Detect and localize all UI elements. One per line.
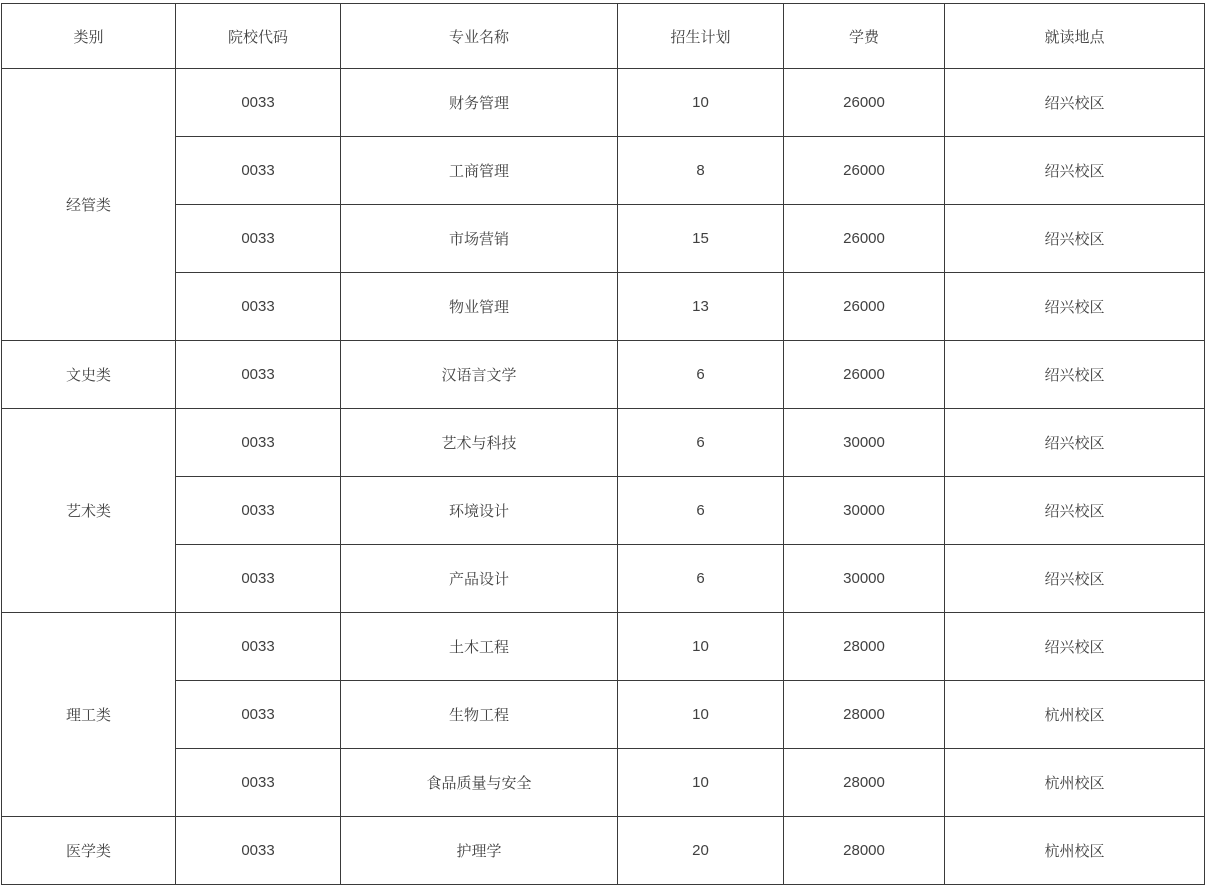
major-cell: 汉语言文学 [341, 341, 618, 409]
category-cell: 理工类 [2, 613, 176, 817]
major-cell: 财务管理 [341, 69, 618, 137]
tuition-cell: 26000 [784, 341, 945, 409]
plan-cell: 6 [618, 409, 784, 477]
table-row [2, 817, 1205, 885]
plan-cell: 13 [618, 273, 784, 341]
plan-cell: 10 [618, 613, 784, 681]
header-cell-category: 类别 [2, 4, 176, 69]
code-cell: 0033 [176, 749, 341, 817]
tuition-cell: 26000 [784, 137, 945, 205]
major-cell: 食品质量与安全 [341, 749, 618, 817]
major-cell: 工商管理 [341, 137, 618, 205]
plan-cell: 6 [618, 477, 784, 545]
plan-cell: 15 [618, 205, 784, 273]
location-cell: 绍兴校区 [945, 409, 1205, 477]
major-cell: 环境设计 [341, 477, 618, 545]
code-cell: 0033 [176, 205, 341, 273]
major-cell: 艺术与科技 [341, 409, 618, 477]
code-cell: 0033 [176, 69, 341, 137]
table-row [2, 205, 1205, 273]
code-cell: 0033 [176, 545, 341, 613]
table-row [2, 137, 1205, 205]
header-cell-plan: 招生计划 [618, 4, 784, 69]
header-cell-tuition: 学费 [784, 4, 945, 69]
code-cell: 0033 [176, 409, 341, 477]
location-cell: 绍兴校区 [945, 273, 1205, 341]
tuition-cell: 30000 [784, 545, 945, 613]
category-cell: 经管类 [2, 69, 176, 341]
table-row [2, 477, 1205, 545]
table-row [2, 273, 1205, 341]
tuition-cell: 30000 [784, 409, 945, 477]
location-cell: 绍兴校区 [945, 69, 1205, 137]
major-cell: 市场营销 [341, 205, 618, 273]
tuition-cell: 28000 [784, 749, 945, 817]
header-cell-major: 专业名称 [341, 4, 618, 69]
code-cell: 0033 [176, 817, 341, 885]
header-row [2, 4, 1205, 69]
major-cell: 产品设计 [341, 545, 618, 613]
location-cell: 绍兴校区 [945, 477, 1205, 545]
code-cell: 0033 [176, 613, 341, 681]
location-cell: 绍兴校区 [945, 613, 1205, 681]
table-row [2, 613, 1205, 681]
tuition-cell: 28000 [784, 817, 945, 885]
plan-cell: 10 [618, 681, 784, 749]
code-cell: 0033 [176, 341, 341, 409]
location-cell: 绍兴校区 [945, 205, 1205, 273]
plan-cell: 6 [618, 545, 784, 613]
code-cell: 0033 [176, 477, 341, 545]
location-cell: 杭州校区 [945, 817, 1205, 885]
header-cell-code: 院校代码 [176, 4, 341, 69]
table-row [2, 545, 1205, 613]
table-row [2, 681, 1205, 749]
plan-cell: 8 [618, 137, 784, 205]
major-cell: 生物工程 [341, 681, 618, 749]
tuition-cell: 26000 [784, 205, 945, 273]
code-cell: 0033 [176, 681, 341, 749]
table-row [2, 341, 1205, 409]
location-cell: 绍兴校区 [945, 545, 1205, 613]
major-cell: 物业管理 [341, 273, 618, 341]
tuition-cell: 26000 [784, 69, 945, 137]
category-cell: 文史类 [2, 341, 176, 409]
plan-cell: 10 [618, 749, 784, 817]
code-cell: 0033 [176, 273, 341, 341]
table-row [2, 409, 1205, 477]
location-cell: 绍兴校区 [945, 341, 1205, 409]
table-row [2, 749, 1205, 817]
tuition-cell: 30000 [784, 477, 945, 545]
plan-cell: 20 [618, 817, 784, 885]
location-cell: 绍兴校区 [945, 137, 1205, 205]
major-cell: 护理学 [341, 817, 618, 885]
tuition-cell: 26000 [784, 273, 945, 341]
category-cell: 医学类 [2, 817, 176, 885]
admission-plan-table [1, 3, 1205, 885]
table-row [2, 69, 1205, 137]
code-cell: 0033 [176, 137, 341, 205]
location-cell: 杭州校区 [945, 749, 1205, 817]
major-cell: 土木工程 [341, 613, 618, 681]
tuition-cell: 28000 [784, 681, 945, 749]
plan-cell: 6 [618, 341, 784, 409]
tuition-cell: 28000 [784, 613, 945, 681]
category-cell: 艺术类 [2, 409, 176, 613]
location-cell: 杭州校区 [945, 681, 1205, 749]
plan-cell: 10 [618, 69, 784, 137]
header-cell-location: 就读地点 [945, 4, 1205, 69]
